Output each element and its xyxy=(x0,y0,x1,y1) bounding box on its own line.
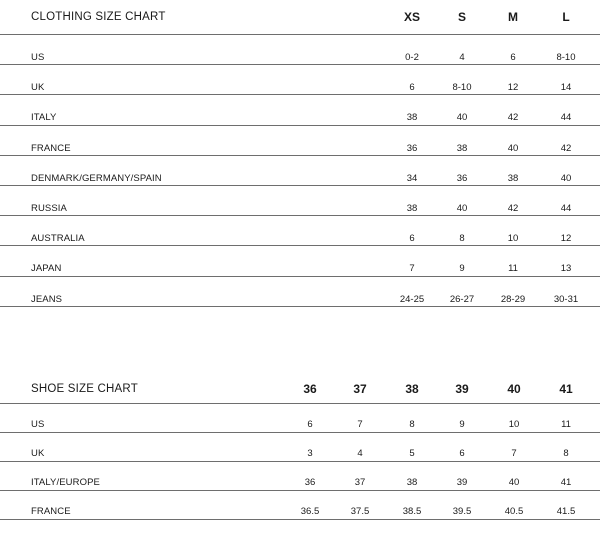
table-cell: 4 xyxy=(357,447,363,459)
table-cell: 40 xyxy=(456,112,468,124)
clothing-size-header: S xyxy=(457,10,466,24)
table-cell: 42 xyxy=(507,112,519,124)
row-label: US xyxy=(31,418,45,430)
table-cell: 6 xyxy=(510,52,516,64)
table-cell: 8 xyxy=(563,447,569,459)
row-label: FRANCE xyxy=(31,505,71,517)
table-cell: 9 xyxy=(459,263,465,275)
table-cell: 8-10 xyxy=(452,82,472,94)
shoe-size-chart xyxy=(0,371,600,520)
table-cell: 0-2 xyxy=(405,52,419,64)
table-cell: 5 xyxy=(409,447,415,459)
clothing-size-header: M xyxy=(508,10,518,24)
table-cell: 41 xyxy=(560,476,572,488)
row-label: ITALY/EUROPE xyxy=(31,476,100,488)
table-cell: 11 xyxy=(561,418,571,430)
table-cell: 26-27 xyxy=(449,293,475,305)
table-cell: 38 xyxy=(406,476,418,488)
table-cell: 39 xyxy=(456,476,468,488)
table-cell: 6 xyxy=(409,233,415,245)
table-cell: 6 xyxy=(459,447,465,459)
row-label: UK xyxy=(31,82,45,94)
table-cell: 40.5 xyxy=(504,505,524,517)
table-cell: 39.5 xyxy=(452,505,472,517)
shoe-size-header: 41 xyxy=(559,382,573,396)
table-cell: 6 xyxy=(307,418,313,430)
table-cell: 36 xyxy=(456,172,468,184)
table-row xyxy=(0,277,600,307)
table-cell: 37.5 xyxy=(350,505,370,517)
table-row xyxy=(0,35,600,65)
table-row xyxy=(0,433,600,462)
clothing-size-header: XS xyxy=(403,10,420,24)
table-cell: 30-31 xyxy=(553,293,579,305)
shoe-size-header: 36 xyxy=(303,382,317,396)
shoe-size-header: 37 xyxy=(353,382,367,396)
row-label: DENMARK/GERMANY/SPAIN xyxy=(31,172,162,184)
table-row xyxy=(0,95,600,125)
table-cell: 24-25 xyxy=(399,293,425,305)
table-row xyxy=(0,156,600,186)
table-cell: 10 xyxy=(507,233,519,245)
table-cell: 37 xyxy=(354,476,366,488)
table-cell: 14 xyxy=(560,82,572,94)
table-cell: 8 xyxy=(459,233,465,245)
table-cell: 12 xyxy=(507,82,519,94)
row-label: AUSTRALIA xyxy=(31,233,85,245)
table-cell: 3 xyxy=(307,447,313,459)
table-cell: 13 xyxy=(560,263,572,275)
shoe-header-row xyxy=(0,371,600,404)
table-cell: 12 xyxy=(560,233,572,245)
table-cell: 44 xyxy=(560,203,572,215)
table-cell: 36 xyxy=(406,142,418,154)
table-cell: 28-29 xyxy=(500,293,526,305)
table-row xyxy=(0,246,600,276)
shoe-size-header: 38 xyxy=(405,382,419,396)
table-cell: 42 xyxy=(560,142,572,154)
row-label: UK xyxy=(31,447,45,459)
row-label: FRANCE xyxy=(31,142,71,154)
clothing-chart-title: CLOTHING SIZE CHART xyxy=(31,11,166,23)
table-cell: 40 xyxy=(507,142,519,154)
table-row xyxy=(0,186,600,216)
table-cell: 38.5 xyxy=(402,505,422,517)
table-cell: 38 xyxy=(507,172,519,184)
table-cell: 7 xyxy=(409,263,415,275)
row-label: JAPAN xyxy=(31,263,62,275)
table-cell: 34 xyxy=(406,172,418,184)
table-cell: 42 xyxy=(507,203,519,215)
shoe-size-header: 39 xyxy=(455,382,469,396)
row-label: JEANS xyxy=(31,293,63,305)
table-cell: 38 xyxy=(406,203,418,215)
table-cell: 36 xyxy=(304,476,316,488)
table-cell: 11 xyxy=(508,263,518,275)
table-cell: 8-10 xyxy=(556,52,576,64)
table-cell: 7 xyxy=(357,418,363,430)
table-row xyxy=(0,491,600,520)
clothing-header-row xyxy=(0,0,600,35)
table-cell: 44 xyxy=(560,112,572,124)
table-cell: 10 xyxy=(508,418,520,430)
shoe-chart-title: SHOE SIZE CHART xyxy=(31,383,138,395)
table-cell: 40 xyxy=(560,172,572,184)
table-cell: 7 xyxy=(511,447,517,459)
table-cell: 8 xyxy=(409,418,415,430)
table-cell: 40 xyxy=(456,203,468,215)
table-row xyxy=(0,462,600,491)
row-label: US xyxy=(31,52,45,64)
table-cell: 38 xyxy=(456,142,468,154)
table-row xyxy=(0,65,600,95)
table-cell: 38 xyxy=(406,112,418,124)
table-row xyxy=(0,404,600,433)
table-cell: 40 xyxy=(508,476,520,488)
clothing-size-header: L xyxy=(562,10,570,24)
row-label: ITALY xyxy=(31,112,57,124)
table-cell: 9 xyxy=(459,418,465,430)
table-cell: 36.5 xyxy=(300,505,320,517)
table-cell: 6 xyxy=(409,82,415,94)
table-row xyxy=(0,126,600,156)
table-row xyxy=(0,216,600,246)
row-label: RUSSIA xyxy=(31,203,67,215)
table-cell: 4 xyxy=(459,52,465,64)
table-cell: 41.5 xyxy=(556,505,576,517)
shoe-size-header: 40 xyxy=(507,382,521,396)
